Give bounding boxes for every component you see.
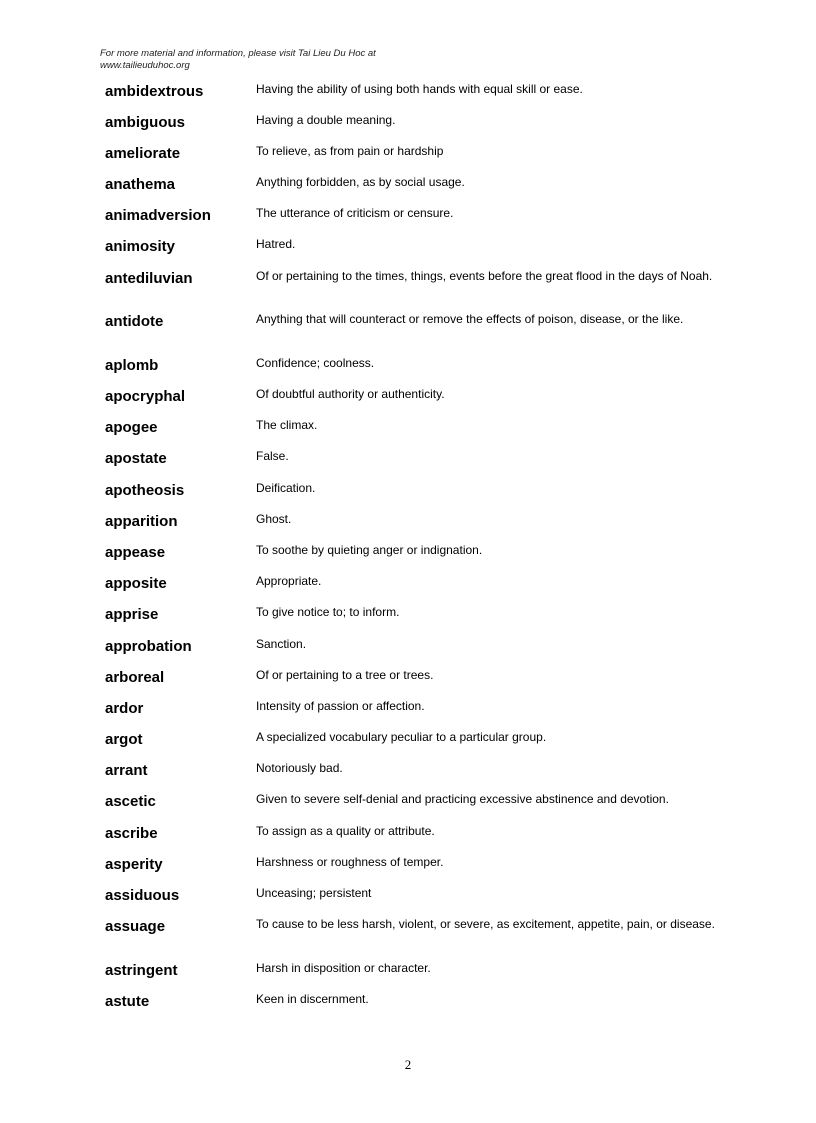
entry-definition: To relieve, as from pain or hardship: [256, 144, 444, 158]
entry-term: animosity: [105, 238, 176, 255]
entry-term: ardor: [105, 700, 144, 717]
entry-term: ameliorate: [105, 145, 181, 162]
entry-term: arrant: [105, 762, 148, 779]
entry-definition: To give notice to; to inform.: [256, 605, 400, 619]
entry-term: astringent: [105, 962, 178, 979]
header-url: www.tailieuduhoc.org: [100, 60, 190, 71]
page-number: 2: [404, 1057, 412, 1072]
entry-definition: Unceasing; persistent: [256, 886, 372, 900]
entry-definition: To soothe by quieting anger or indignation.: [256, 543, 483, 557]
entry-term: assuage: [105, 918, 166, 935]
entry-term: antidote: [105, 313, 164, 330]
entry-term: animadversion: [105, 207, 211, 224]
entry-term: apogee: [105, 419, 158, 436]
entry-term: astute: [105, 993, 150, 1010]
entry-definition: Ghost.: [256, 512, 292, 526]
entry-definition: Appropriate.: [256, 574, 322, 588]
entry-term: apprise: [105, 606, 159, 623]
entry-definition: Harsh in disposition or character.: [256, 961, 431, 975]
entry-term: ascribe: [105, 825, 158, 842]
entry-term: assiduous: [105, 887, 180, 904]
entry-term: ambidextrous: [105, 83, 204, 100]
entry-definition: Having the ability of using both hands with equal skill or ease.: [256, 82, 583, 96]
entry-definition: Anything forbidden, as by social usage.: [256, 175, 465, 189]
entry-definition: A specialized vocabulary peculiar to a particular group.: [256, 730, 547, 744]
entry-definition: Notoriously bad.: [256, 761, 343, 775]
header-line-1: For more material and information, please visit Tai Lieu Du Hoc at: [100, 48, 376, 59]
entry-term: approbation: [105, 638, 192, 655]
entry-term: anathema: [105, 176, 176, 193]
entry-term: apostate: [105, 450, 167, 467]
entry-definition: Sanction.: [256, 637, 307, 651]
entry-definition: To assign as a quality or attribute.: [256, 824, 435, 838]
entry-definition: Hatred.: [256, 237, 296, 251]
entry-definition: Keen in discernment.: [256, 992, 369, 1006]
entry-definition: Of doubtful authority or authenticity.: [256, 387, 445, 401]
entry-term: asperity: [105, 856, 163, 873]
entry-term: apparition: [105, 513, 178, 530]
entry-definition: Deification.: [256, 481, 316, 495]
entry-definition: To cause to be less harsh, violent, or severe, as excitement, appetite, pain, or disease.: [256, 917, 715, 931]
entry-term: ambiguous: [105, 114, 186, 131]
entry-definition: False.: [256, 449, 289, 463]
entry-term: aplomb: [105, 357, 159, 374]
entry-term: arboreal: [105, 669, 165, 686]
entry-definition: Confidence; coolness.: [256, 356, 375, 370]
entry-definition: Anything that will counteract or remove the effects of poison, disease, or the like.: [256, 312, 684, 326]
entry-term: apocryphal: [105, 388, 186, 405]
entry-definition: Intensity of passion or affection.: [256, 699, 425, 713]
entry-definition: The climax.: [256, 418, 318, 432]
entry-definition: Having a double meaning.: [256, 113, 396, 127]
entry-term: argot: [105, 731, 143, 748]
entry-term: apotheosis: [105, 482, 185, 499]
entry-definition: Of or pertaining to the times, things, events before the great flood in the days of Noah.: [256, 269, 713, 283]
entry-definition: The utterance of criticism or censure.: [256, 206, 454, 220]
entry-term: antediluvian: [105, 270, 193, 287]
entry-term: apposite: [105, 575, 167, 592]
entry-term: ascetic: [105, 793, 156, 810]
entry-definition: Harshness or roughness of temper.: [256, 855, 444, 869]
entry-definition: Of or pertaining to a tree or trees.: [256, 668, 434, 682]
entry-term: appease: [105, 544, 166, 561]
entry-definition: Given to severe self-denial and practicing excessive abstinence and devotion.: [256, 792, 669, 806]
